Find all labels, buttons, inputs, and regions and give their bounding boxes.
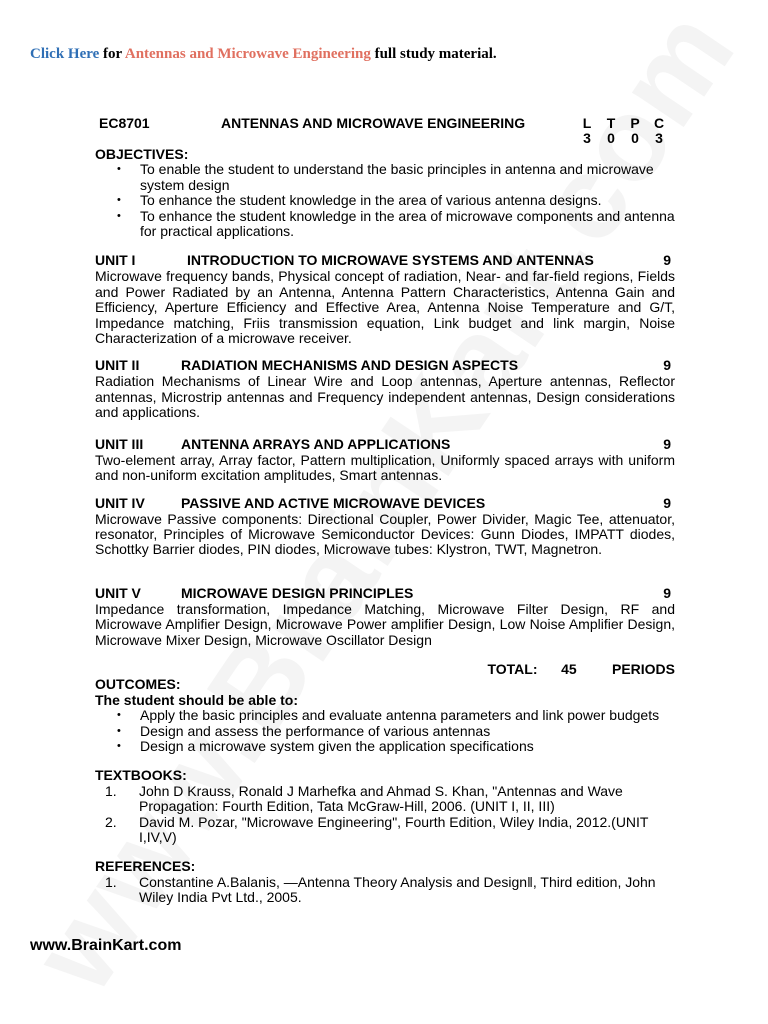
ltpc-value: 3 xyxy=(655,130,663,147)
study-material-banner xyxy=(30,46,497,63)
total-label: TOTAL: xyxy=(487,660,538,677)
total-value: 45 xyxy=(561,660,577,677)
unit-title: RADIATION MECHANISMS AND DESIGN ASPECTS xyxy=(181,357,519,374)
unit-5-heading xyxy=(95,586,675,602)
ltpc-label: C xyxy=(653,115,665,131)
textbook-item xyxy=(95,784,675,815)
unit-number: UNIT IV xyxy=(95,494,145,511)
unit-title: INTRODUCTION TO MICROWAVE SYSTEMS AND ANTENNAS xyxy=(187,252,594,269)
outcomes-list xyxy=(95,708,675,754)
objective-item: • To enhance the student knowledge in the area of various antenna designs. xyxy=(95,193,675,208)
outcome-item: • Design and assess the performance of various antennas xyxy=(95,724,675,739)
course-title: ANTENNAS AND MICROWAVE ENGINEERING xyxy=(221,115,526,131)
item-number: 1. xyxy=(105,782,117,799)
unit-number: UNIT I xyxy=(95,252,136,269)
unit-2-heading xyxy=(95,358,675,374)
item-text: John D Krauss, Ronald J Marhefka and Ahmad S. Khan, "Antennas and Wave Propagation: Fourth Edition, Tata McGraw-Hill, 2006. (UNIT I, II, III) xyxy=(139,782,623,815)
unit-1-content: Microwave frequency bands, Physical concept of radiation, Near- and far-field regions, Fields and Power Radiated by an Antenna, Antenna Pattern Characteristics, Antenna Gain and Efficiency, Aperture Efficiency and Effective Area, Antenna Noise Temperature and G/T, Impedance matching, Friis transmission equation, Link budget and link margin, Noise Characterization of a microwave receiver. xyxy=(95,268,675,347)
ltpc-value: 0 xyxy=(631,130,639,147)
textbook-item xyxy=(95,815,675,846)
outcomes-title: OUTCOMES: xyxy=(95,676,181,693)
unit-hours: 9 xyxy=(663,584,671,601)
unit-number: UNIT III xyxy=(95,435,144,452)
unit-2-content: Radiation Mechanisms of Linear Wire and Loop antennas, Aperture antennas, Reflector antennas, Microstrip antennas and Frequency independent antennas, Design considerations and applications. xyxy=(95,373,675,421)
unit-5-content: Impedance transformation, Impedance Matching, Microwave Filter Design, RF and Microwave Amplifier Design, Microwave Power amplifier Design, Low Noise Amplifier Design, Microwave Mixer Design, Microwave Oscillator Design xyxy=(95,600,675,648)
item-text: David M. Pozar, "Microwave Engineering", Fourth Edition, Wiley India, 2012.(UNIT I,IV,V) xyxy=(139,813,649,845)
textbooks-list xyxy=(95,784,675,846)
item-text: Constantine A.Balanis, ―Antenna Theory Analysis and Design‖, Third edition, John Wiley India Pvt Ltd., 2005. xyxy=(139,873,656,906)
objectives-list xyxy=(95,162,675,239)
outcomes-subtitle: The student should be able to: xyxy=(95,691,298,708)
textbooks-title: TEXTBOOKS: xyxy=(95,767,187,784)
objective-item: • To enable the student to understand the basic principles in antenna and microwave system design xyxy=(95,162,675,193)
unit-number: UNIT II xyxy=(95,357,140,374)
banner-for: for xyxy=(99,46,125,62)
ltpc-label: T xyxy=(606,115,616,131)
footer-site-link[interactable]: www.BrainKart.com xyxy=(30,937,182,954)
unit-hours: 9 xyxy=(663,252,671,269)
subject-link[interactable]: Antennas and Microwave Engineering xyxy=(124,46,371,62)
objectives-title: OBJECTIVES: xyxy=(95,146,189,162)
unit-number: UNIT V xyxy=(95,584,141,601)
ltpc-value: 3 xyxy=(583,130,591,147)
reference-item xyxy=(95,875,675,906)
ltpc-label: P xyxy=(630,115,640,131)
total-unit: PERIODS xyxy=(611,660,675,677)
course-code: EC8701 xyxy=(99,115,150,131)
unit-3-heading xyxy=(95,437,675,453)
item-number: 2. xyxy=(105,813,117,830)
course-header xyxy=(95,116,675,147)
click-here-link[interactable]: Click Here xyxy=(30,46,100,62)
unit-hours: 9 xyxy=(663,357,671,374)
unit-hours: 9 xyxy=(663,435,671,452)
unit-4-heading xyxy=(95,496,675,512)
objective-item: • To enhance the student knowledge in the area of microwave components and antenna for practical applications. xyxy=(95,209,675,240)
ltpc-value: 0 xyxy=(607,130,615,147)
banner-rest: full study material. xyxy=(370,46,497,62)
unit-4-content: Microwave Passive components: Directional Coupler, Power Divider, Magic Tee, attenuator, resonator, Principles of Microwave Semiconductor Devices: Gunn Diodes, IMPATT diodes, Schottky Barrier diodes, PIN diodes, Microwave tubes: Klystron, TWT, Magnetron. xyxy=(95,510,675,558)
outcome-item: • Design a microwave system given the application specifications xyxy=(95,739,675,754)
unit-hours: 9 xyxy=(663,494,671,511)
outcome-item: • Apply the basic principles and evaluate antenna parameters and link power budgets xyxy=(95,708,675,723)
unit-title: MICROWAVE DESIGN PRINCIPLES xyxy=(181,584,414,601)
item-number: 1. xyxy=(105,873,117,890)
total-periods xyxy=(95,662,675,677)
unit-title: PASSIVE AND ACTIVE MICROWAVE DEVICES xyxy=(181,494,486,511)
ltpc-label: L xyxy=(582,115,592,131)
unit-title: ANTENNA ARRAYS AND APPLICATIONS xyxy=(181,435,451,452)
syllabus-page xyxy=(95,116,675,906)
unit-3-content: Two-element array, Array factor, Pattern multiplication, Uniformly spaced arrays with uniform and non-uniform excitation amplitudes, Smart antennas. xyxy=(95,451,675,484)
unit-1-heading xyxy=(95,253,675,269)
references-title: REFERENCES: xyxy=(95,858,196,875)
ltpc-grid xyxy=(575,116,671,147)
references-list xyxy=(95,875,675,906)
